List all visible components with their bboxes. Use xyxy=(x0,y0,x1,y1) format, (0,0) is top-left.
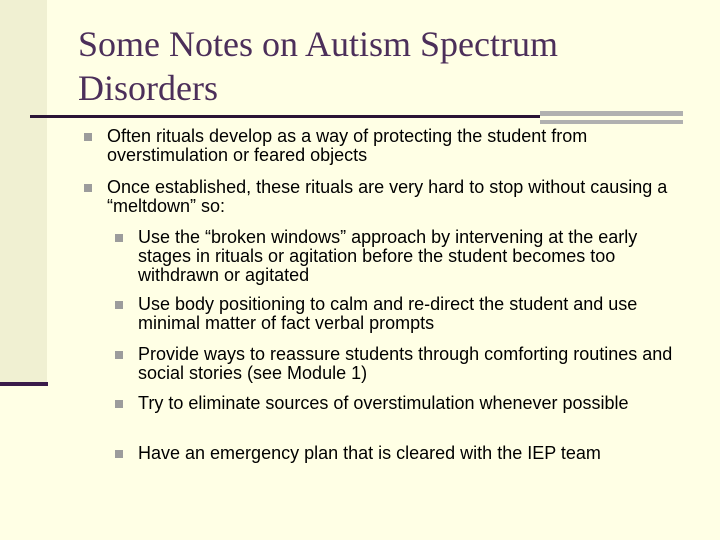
sub-bullet-text: Have an emergency plan that is cleared with the IEP team xyxy=(138,443,601,463)
sub-bullet-text: Use body positioning to calm and re-direct the student and use minimal matter of fact verbal prompts xyxy=(138,294,638,333)
sub-bullet-item xyxy=(138,345,683,383)
square-bullet-icon xyxy=(115,351,123,359)
sub-bullet-item xyxy=(138,228,683,285)
sub-bullet-item xyxy=(138,444,683,463)
sub-bullet-text: Try to eliminate sources of overstimulation whenever possible xyxy=(138,393,629,413)
square-bullet-icon xyxy=(84,184,92,192)
sub-bullet-item xyxy=(138,295,683,333)
sub-bullet-text: Use the “broken windows” approach by intervening at the early stages in rituals or agitation before the student becomes too withdrawn or agitated xyxy=(138,227,638,285)
sub-bullet-item xyxy=(138,394,683,413)
square-bullet-icon xyxy=(115,301,123,309)
square-bullet-icon xyxy=(115,234,123,242)
square-bullet-icon xyxy=(84,133,92,141)
sub-bullet-text: Provide ways to reassure students through comforting routines and social stories (see Module 1) xyxy=(138,344,673,383)
bullet-text: Often rituals develop as a way of protecting the student from overstimulation or feared objects xyxy=(107,126,588,165)
bullet-item xyxy=(107,127,677,165)
square-bullet-icon xyxy=(115,450,123,458)
slide-title: Some Notes on Autism Spectrum Disorders xyxy=(78,24,558,108)
square-bullet-icon xyxy=(115,400,123,408)
bullet-text: Once established, these rituals are very hard to stop without causing a “meltdown” so: xyxy=(107,177,668,216)
bullet-item xyxy=(107,178,677,216)
